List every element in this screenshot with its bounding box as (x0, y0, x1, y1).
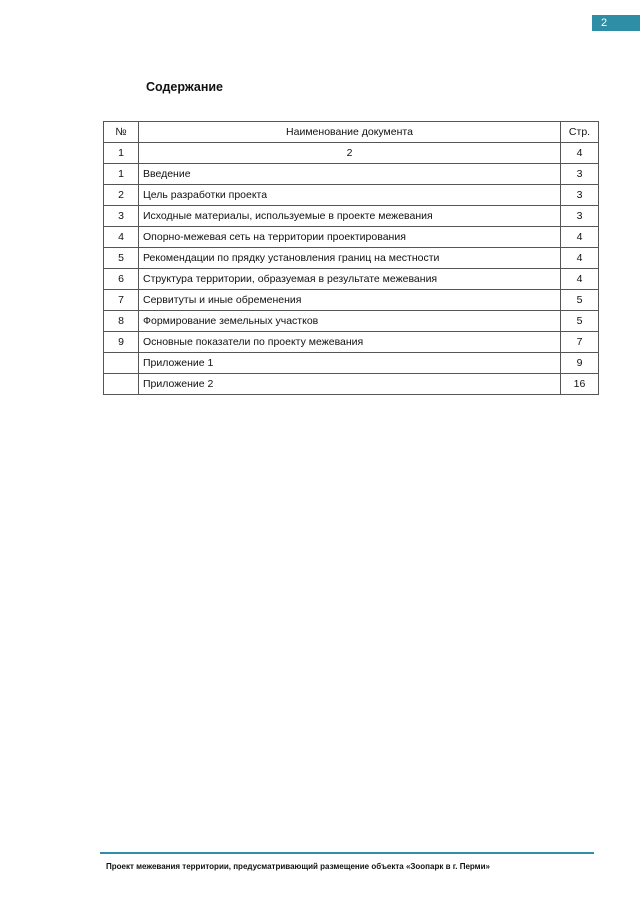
row-title: Основные показатели по проекту межевания (139, 332, 561, 353)
header-page: Стр. (561, 122, 599, 143)
row-page: 5 (561, 311, 599, 332)
table-row (104, 290, 599, 311)
row-number: 1 (104, 143, 139, 164)
table-row (104, 164, 599, 185)
row-number: 3 (104, 206, 139, 227)
row-title: Цель разработки проекта (139, 185, 561, 206)
table-row (104, 269, 599, 290)
row-number: 6 (104, 269, 139, 290)
row-title: Опорно-межевая сеть на территории проектирования (139, 227, 561, 248)
row-page: 3 (561, 185, 599, 206)
row-number: 9 (104, 332, 139, 353)
row-number: 4 (104, 227, 139, 248)
row-title: Исходные материалы, используемые в проекте межевания (139, 206, 561, 227)
header-number: № (104, 122, 139, 143)
row-page: 5 (561, 290, 599, 311)
table-row (104, 311, 599, 332)
row-number (104, 353, 139, 374)
table-row (104, 374, 599, 395)
row-page: 4 (561, 269, 599, 290)
row-title: 2 (139, 143, 561, 164)
row-page: 3 (561, 164, 599, 185)
row-page: 16 (561, 374, 599, 395)
row-page: 4 (561, 248, 599, 269)
row-title: Приложение 2 (139, 374, 561, 395)
row-number: 8 (104, 311, 139, 332)
row-number: 5 (104, 248, 139, 269)
row-title: Введение (139, 164, 561, 185)
table-row (104, 353, 599, 374)
row-title: Рекомендации по прядку установления границ на местности (139, 248, 561, 269)
row-number: 1 (104, 164, 139, 185)
row-title: Формирование земельных участков (139, 311, 561, 332)
row-page: 4 (561, 227, 599, 248)
row-page: 9 (561, 353, 599, 374)
page-number-badge: 2 (592, 15, 640, 31)
table-row (104, 185, 599, 206)
table-row (104, 143, 599, 164)
page-title: Содержание (146, 80, 224, 94)
footer-divider (100, 852, 594, 854)
footer-caption: Проект межевания территории, предусматривающий размещение объекта «Зоопарк в г. Перми» (106, 862, 490, 871)
table-row (104, 248, 599, 269)
header-document-name: Наименование документа (139, 122, 561, 143)
row-title: Приложение 1 (139, 353, 561, 374)
table-row (104, 206, 599, 227)
row-page: 4 (561, 143, 599, 164)
row-number: 2 (104, 185, 139, 206)
row-title: Структура территории, образуемая в результате межевания (139, 269, 561, 290)
table-of-contents (103, 121, 599, 395)
row-number: 7 (104, 290, 139, 311)
row-number (104, 374, 139, 395)
table-header-row (104, 122, 599, 143)
row-page: 3 (561, 206, 599, 227)
table-row (104, 332, 599, 353)
table-row (104, 227, 599, 248)
row-page: 7 (561, 332, 599, 353)
row-title: Сервитуты и иные обременения (139, 290, 561, 311)
